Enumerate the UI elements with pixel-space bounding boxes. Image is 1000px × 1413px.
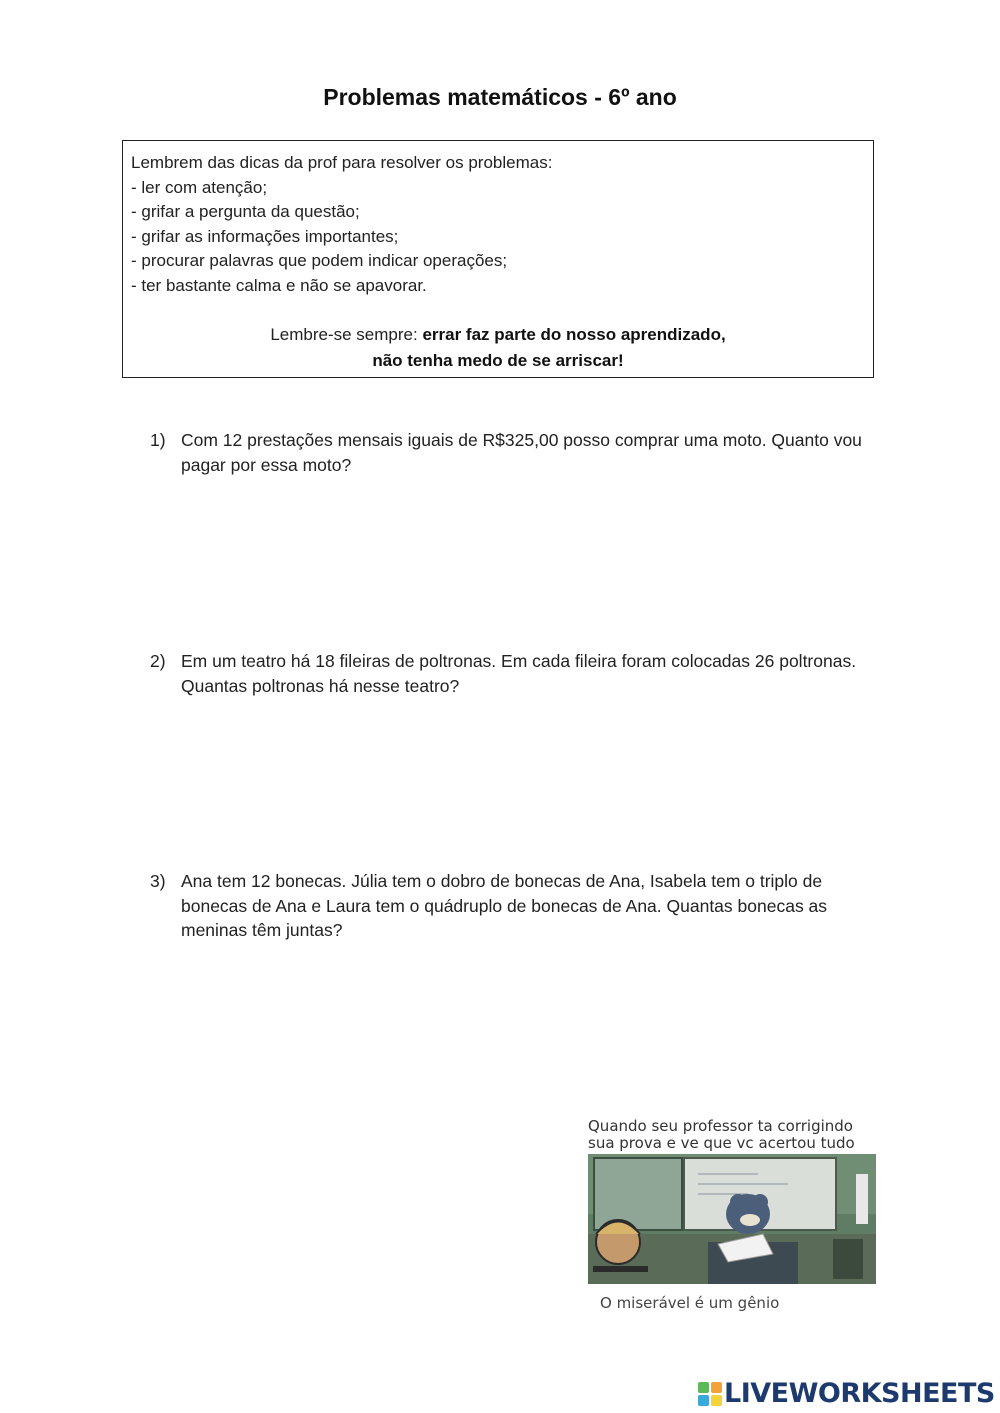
meme bbox=[588, 1118, 878, 1312]
tips-intro: Lembrem das dicas da prof para resolver os problemas: bbox=[131, 153, 553, 172]
logo-text: LIVEWORKSHEETS bbox=[724, 1378, 995, 1409]
tips-box bbox=[122, 140, 874, 378]
question-3 bbox=[150, 869, 880, 943]
tip-item: - grifar a pergunta da questão; bbox=[131, 202, 360, 221]
question-text: Com 12 prestações mensais iguais de R$325,00 posso comprar uma moto. Quanto vou pagar por essa moto? bbox=[181, 430, 862, 475]
tip-item: - procurar palavras que podem indicar operações; bbox=[131, 251, 508, 270]
tip-item: - grifar as informações importantes; bbox=[131, 226, 399, 246]
reminder-bold-1: errar faz parte do nosso aprendizado, bbox=[422, 325, 726, 344]
question-number: 1) bbox=[150, 430, 166, 450]
reminder-bold-2: não tenha medo de se arriscar! bbox=[372, 351, 624, 370]
logo-grid-icon bbox=[698, 1382, 722, 1406]
question-text: Ana tem 12 bonecas. Júlia tem o dobro de bonecas de Ana, Isabela tem o triplo de bonecas de Ana e Laura tem o quádruplo de bonecas de Ana. Quantas bonecas as meninas têm juntas? bbox=[181, 871, 828, 940]
tip-item: - ler com atenção; bbox=[131, 177, 268, 197]
question-text: Em um teatro há 18 fileiras de poltronas. Em cada fileira foram colocadas 26 poltronas. Quantas poltronas há nesse teatro? bbox=[181, 651, 857, 696]
tip-item: - ter bastante calma e não se apavorar. bbox=[131, 275, 427, 295]
meme-caption-line-1: Quando seu professor ta corrigindo bbox=[588, 1117, 853, 1135]
question-2 bbox=[150, 649, 880, 698]
reminder bbox=[131, 322, 865, 374]
question-1 bbox=[150, 428, 880, 477]
question-number: 3) bbox=[150, 871, 166, 891]
meme-image bbox=[588, 1154, 876, 1284]
page-title: Problemas matemáticos - 6º ano bbox=[323, 84, 677, 110]
meme-subcaption: O miserável é um gênio bbox=[600, 1294, 780, 1312]
question-number: 2) bbox=[150, 651, 166, 671]
meme-caption-line-2: sua prova e ve que vc acertou tudo bbox=[588, 1134, 855, 1152]
liveworksheets-logo bbox=[698, 1378, 995, 1409]
reminder-prefix: Lembre-se sempre: bbox=[270, 325, 423, 344]
